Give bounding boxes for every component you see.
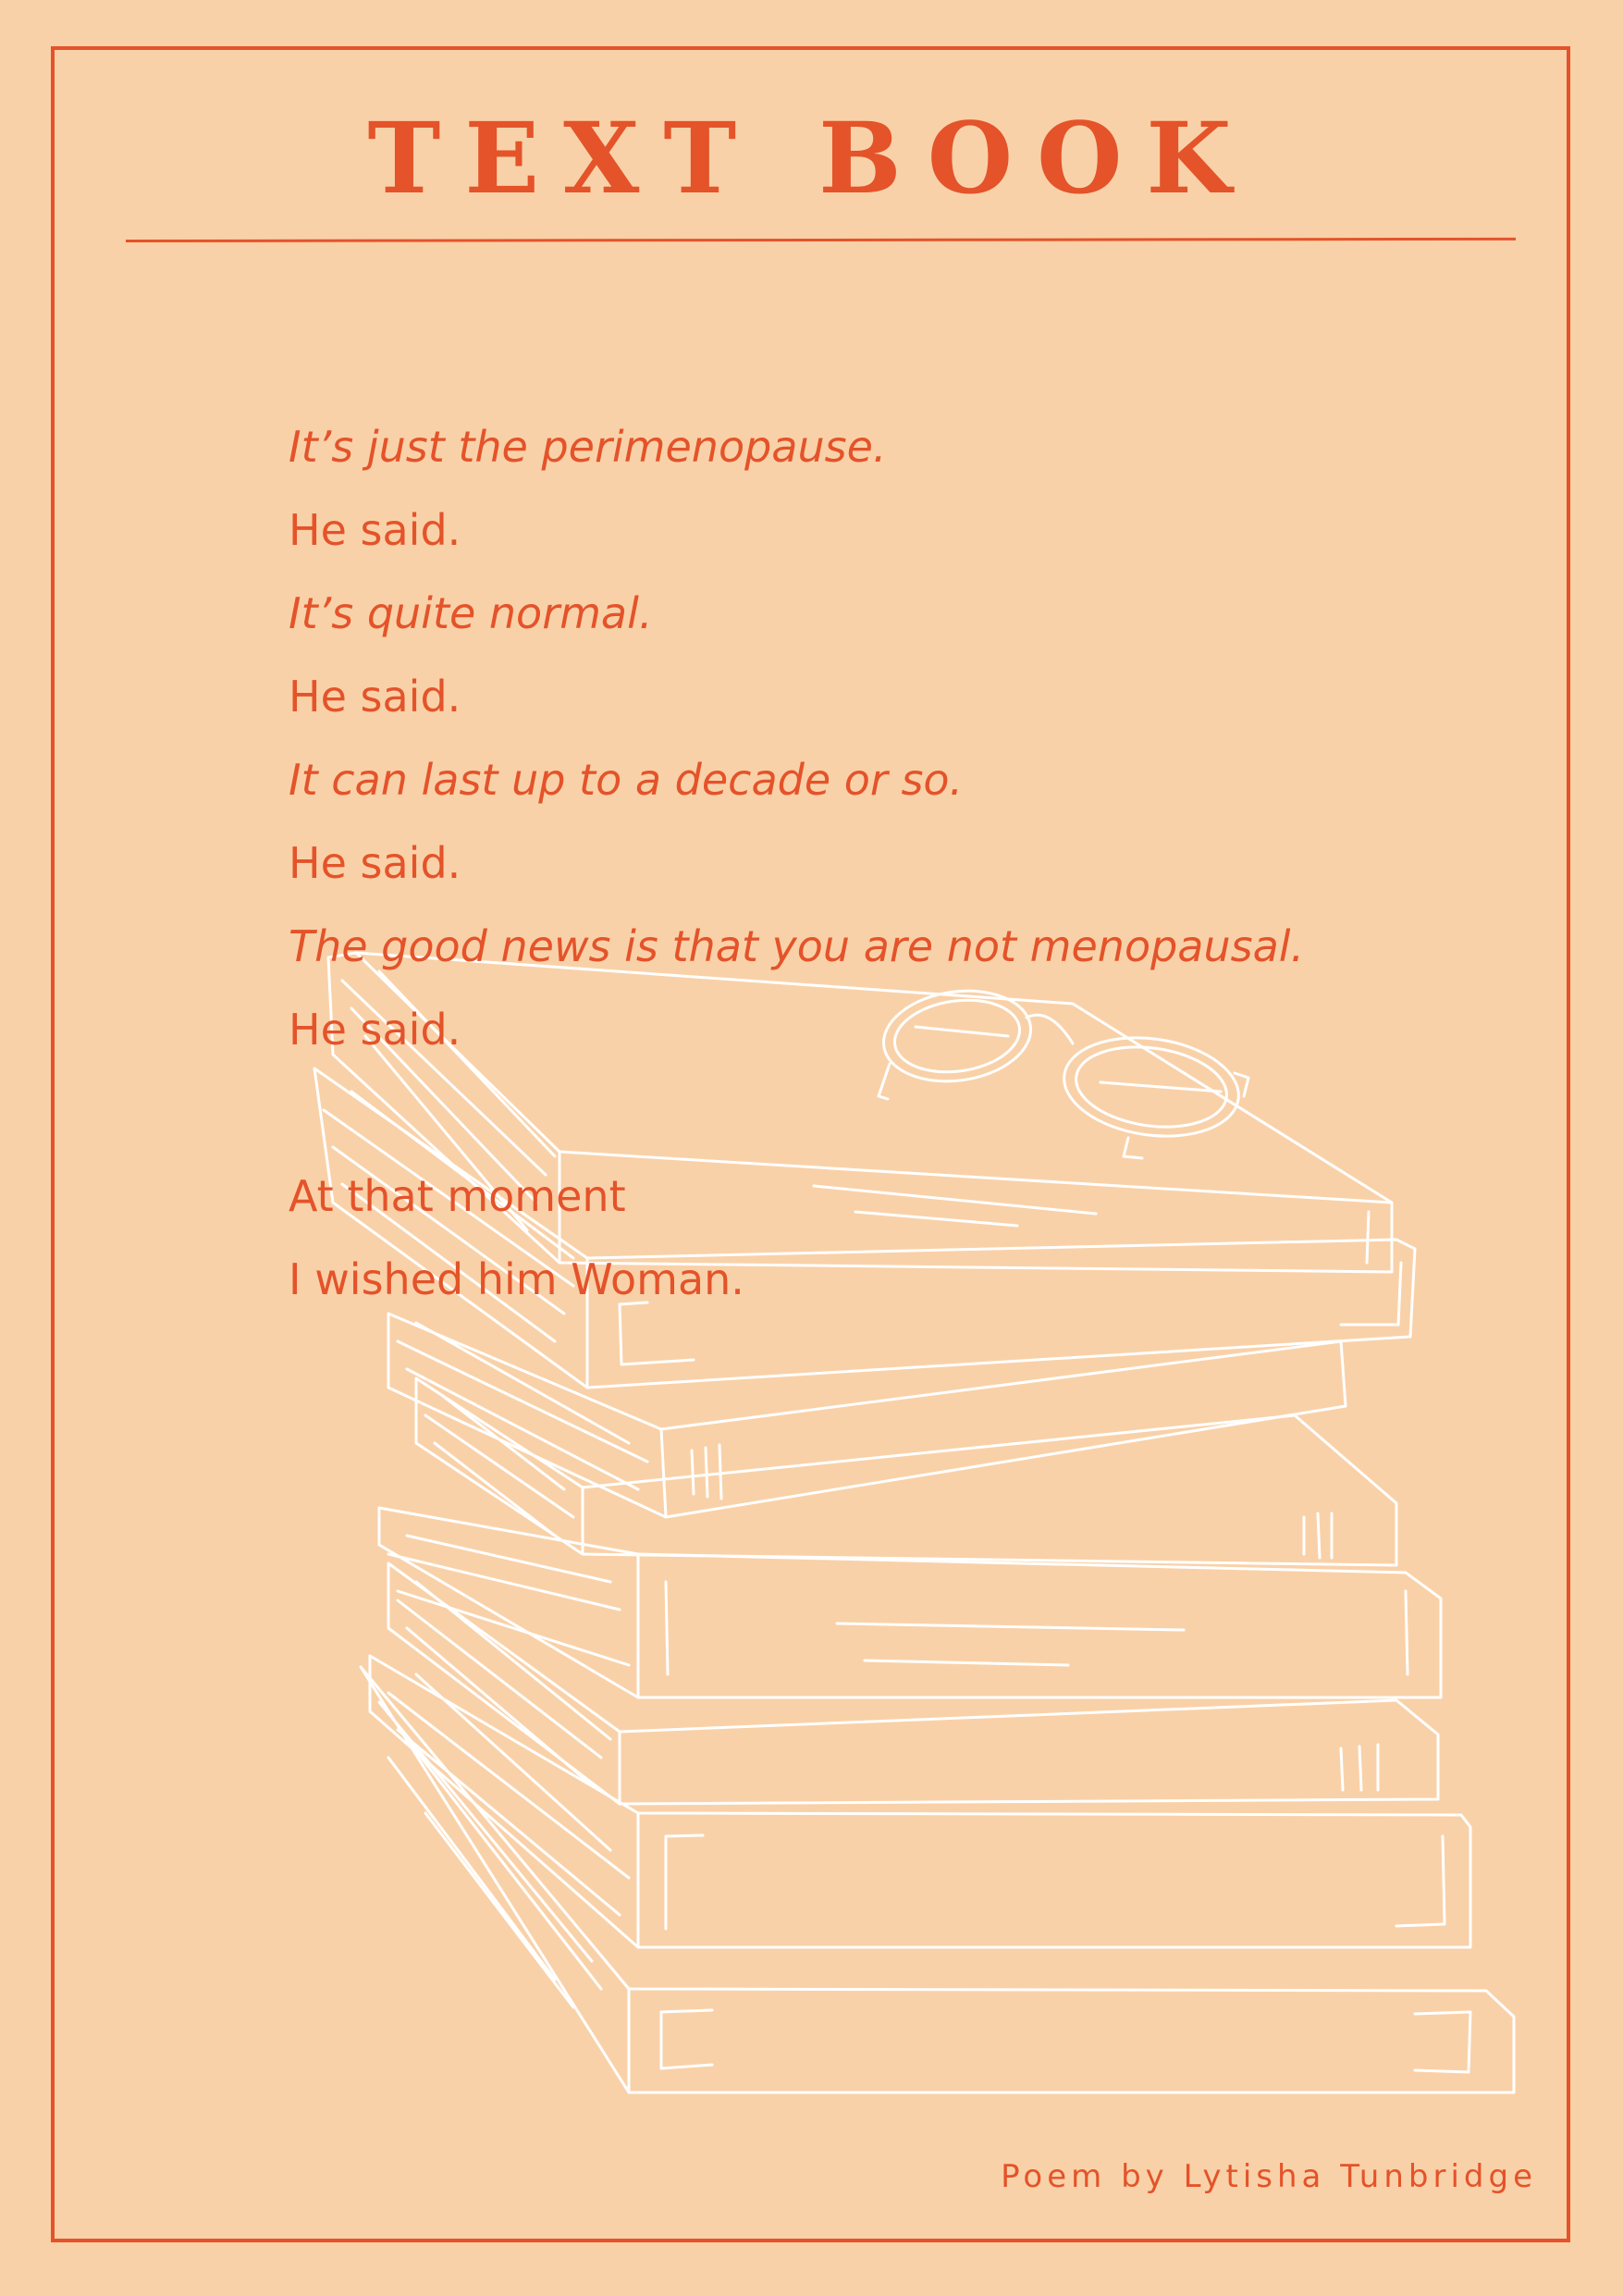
poem — [289, 405, 1304, 1321]
poem-credit: Poem by Lytisha Tunbridge — [1001, 2158, 1537, 2195]
poem-line-9: At that moment — [289, 1171, 626, 1221]
page-title: TEXT BOOK — [367, 100, 1256, 216]
poem-line-2: He said. — [289, 505, 461, 555]
poem-line-6: He said. — [289, 838, 461, 888]
poem-line-7: The good news is that you are not menopausal. — [289, 921, 1305, 971]
stanza-break — [289, 1071, 1304, 1154]
poem-line-1: It’s just the perimenopause. — [289, 422, 887, 472]
poem-line-3: It’s quite normal. — [289, 588, 653, 638]
poem-line-10: I wished him Woman. — [289, 1254, 744, 1304]
poem-line-4: He said. — [289, 672, 461, 722]
poem-line-5: It can last up to a decade or so. — [289, 755, 964, 805]
poem-line-8: He said. — [289, 1005, 461, 1055]
